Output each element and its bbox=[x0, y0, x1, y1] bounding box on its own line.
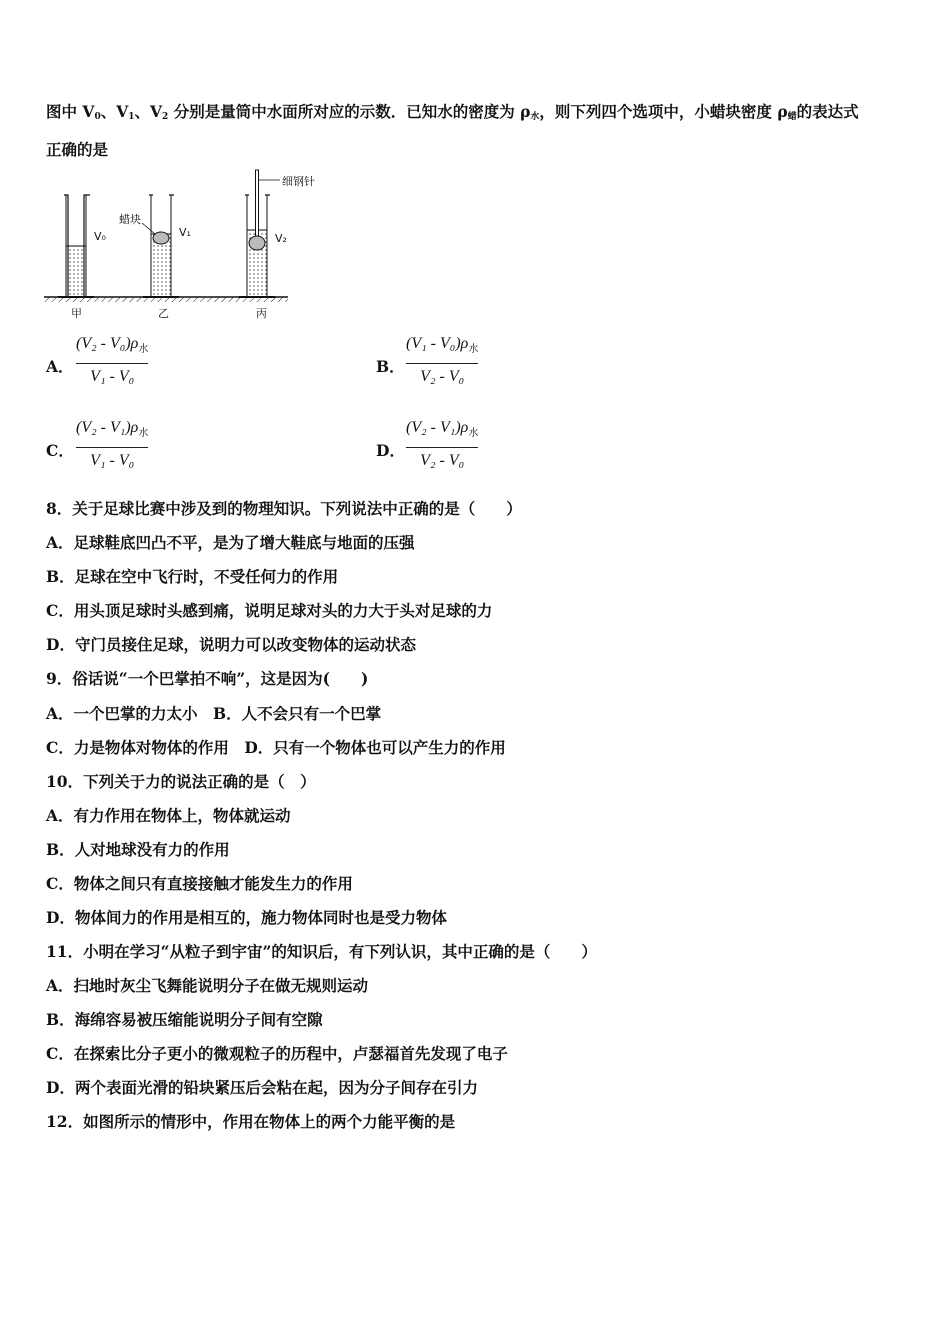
rho-subscript: 水 bbox=[468, 344, 479, 355]
q11-option-c: C．在探索比分子更小的微观粒子的历程中，卢瑟福首先发现了电子 bbox=[46, 1044, 508, 1063]
numerator-text: (V₁ - V₀)ρ bbox=[406, 335, 469, 352]
cylinder-c bbox=[239, 170, 280, 297]
numerator bbox=[76, 417, 148, 445]
q8-option-a: A．足球鞋底凹凸不平，是为了增大鞋底与地面的压强 bbox=[46, 533, 415, 552]
label-v1: V₁ bbox=[179, 226, 191, 239]
denominator: V₂ - V₀ bbox=[420, 368, 465, 385]
option-a-formula bbox=[76, 333, 148, 388]
rho-subscript: 水 bbox=[138, 428, 149, 439]
denominator: V₂ - V₀ bbox=[420, 452, 465, 469]
caption-c: 丙 bbox=[256, 307, 267, 320]
option-b-letter: B． bbox=[376, 357, 405, 376]
q10-option-a: A．有力作用在物体上，物体就运动 bbox=[46, 806, 291, 825]
q8-option-d: D．守门员接住足球，说明力可以改变物体的运动状态 bbox=[46, 635, 416, 654]
numerator-text: (V₂ - V₀)ρ bbox=[76, 335, 139, 352]
question-intro-line2: 正确的是 bbox=[46, 140, 109, 159]
intro-text: 的表达式 bbox=[796, 102, 859, 121]
option-d-letter: D． bbox=[376, 441, 405, 460]
intro-sub: 0 bbox=[94, 112, 101, 122]
option-c-letter: C． bbox=[46, 441, 74, 460]
fraction-bar bbox=[406, 447, 478, 448]
label-wax: 蜡块 bbox=[119, 213, 141, 226]
q10-option-d: D．物体间力的作用是相互的，施力物体同时也是受力物体 bbox=[46, 908, 447, 927]
q8-stem: 8．关于足球比赛中涉及到的物理知识。下列说法中正确的是（ ） bbox=[46, 499, 522, 518]
cylinder-b bbox=[142, 195, 179, 297]
q9-options-cd: C．力是物体对物体的作用 D．只有一个物体也可以产生力的作用 bbox=[46, 738, 506, 757]
numerator bbox=[406, 417, 478, 445]
fraction-bar bbox=[76, 447, 148, 448]
denominator: V₁ - V₀ bbox=[90, 452, 135, 469]
q10-option-c: C．物体之间只有直接接触才能发生力的作用 bbox=[46, 874, 353, 893]
cylinder-a bbox=[58, 195, 94, 297]
rho-subscript: 水 bbox=[468, 428, 479, 439]
intro-sub: 2 bbox=[162, 112, 169, 122]
fraction-bar bbox=[406, 363, 478, 364]
intro-sub: 水 bbox=[530, 112, 540, 122]
q12-stem: 12．如图所示的情形中，作用在物体上的两个力能平衡的是 bbox=[46, 1112, 456, 1131]
rho-subscript: 水 bbox=[138, 344, 149, 355]
intro-text: 、V bbox=[100, 102, 129, 121]
option-c-formula bbox=[76, 417, 148, 472]
label-v0: V₀ bbox=[94, 230, 106, 243]
q8-option-b: B．足球在空中飞行时，不受任何力的作用 bbox=[46, 567, 339, 586]
intro-sub: 蜡 bbox=[787, 112, 797, 122]
q10-option-b: B．人对地球没有力的作用 bbox=[46, 840, 230, 859]
caption-b: 乙 bbox=[158, 307, 169, 320]
option-b-formula bbox=[406, 333, 478, 388]
q11-stem: 11．小明在学习“从粒子到宇宙”的知识后，有下列认识，其中正确的是（ ） bbox=[46, 942, 597, 961]
fraction-bar bbox=[76, 363, 148, 364]
q9-stem: 9．俗话说“一个巴掌拍不响”，这是因为( ) bbox=[46, 669, 369, 688]
numerator bbox=[406, 333, 478, 361]
q11-option-a: A．扫地时灰尘飞舞能说明分子在做无规则运动 bbox=[46, 976, 369, 995]
question-intro-line1 bbox=[46, 102, 859, 127]
intro-text: ，则下列四个选项中，小蜡块密度 ρ bbox=[539, 102, 788, 121]
q9-options-ab: A．一个巴掌的力太小 B．人不会只有一个巴掌 bbox=[46, 704, 382, 723]
graduated-cylinders-figure bbox=[44, 168, 344, 320]
denominator: V₁ - V₀ bbox=[90, 368, 135, 385]
q11-option-d: D．两个表面光滑的铅块紧压后会粘在起，因为分子间存在引力 bbox=[46, 1078, 478, 1097]
option-a-letter: A． bbox=[46, 357, 74, 376]
intro-sub: 1 bbox=[128, 112, 135, 122]
intro-text: 图中 V bbox=[46, 102, 95, 121]
option-d-formula bbox=[406, 417, 478, 472]
caption-a: 甲 bbox=[71, 307, 82, 320]
intro-text: 分别是量筒中水面所对应的示数．已知水的密度为 ρ bbox=[168, 102, 531, 121]
q8-option-c: C．用头顶足球时头感到痛，说明足球对头的力大于头对足球的力 bbox=[46, 601, 493, 620]
q11-option-b: B．海绵容易被压缩能说明分子间有空隙 bbox=[46, 1010, 323, 1029]
numerator-text: (V₂ - V₁)ρ bbox=[406, 419, 469, 436]
q10-stem: 10．下列关于力的说法正确的是（ ） bbox=[46, 772, 316, 791]
numerator bbox=[76, 333, 148, 361]
intro-text: 、V bbox=[134, 102, 163, 121]
label-v2: V₂ bbox=[275, 232, 287, 245]
label-needle: 细钢针 bbox=[282, 175, 315, 188]
numerator-text: (V₂ - V₁)ρ bbox=[76, 419, 139, 436]
